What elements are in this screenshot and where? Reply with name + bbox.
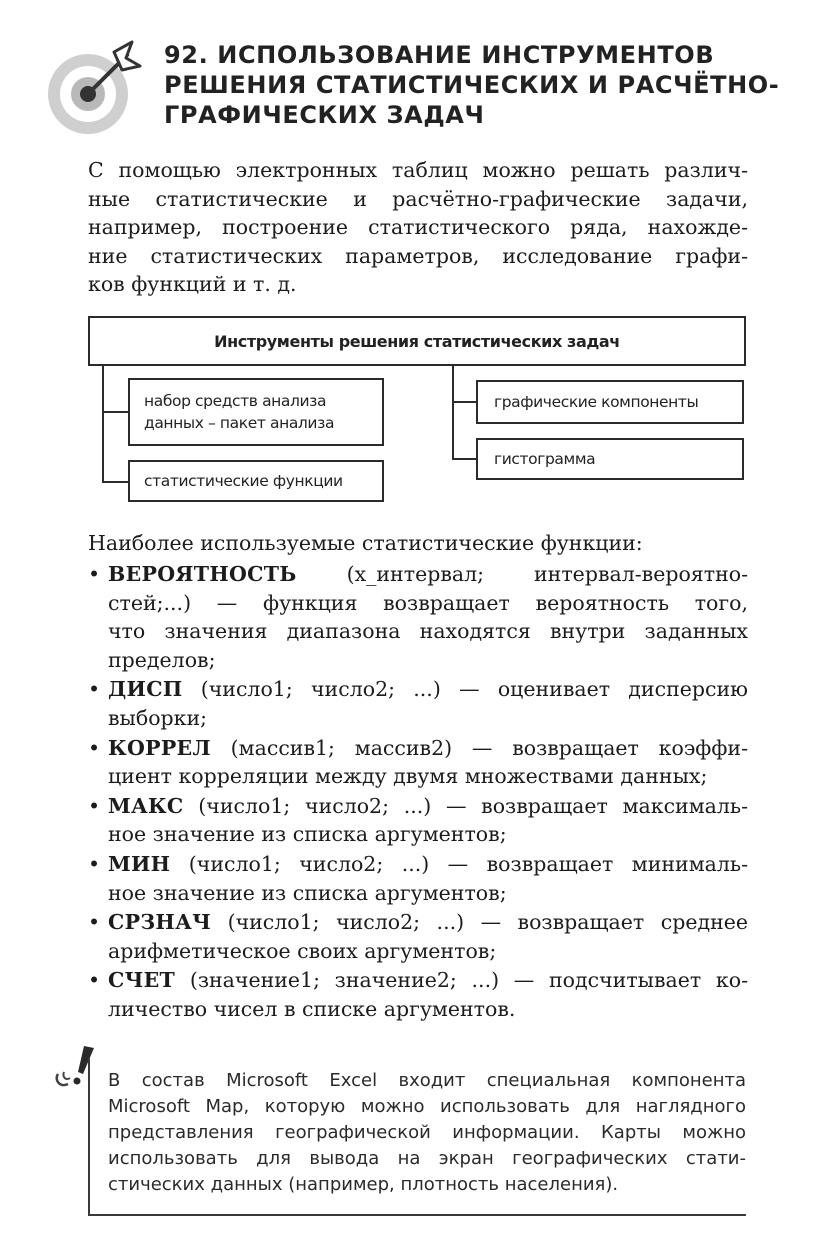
target-arrow-icon bbox=[40, 36, 150, 136]
function-signature: (число1; число2; ...) — возвращает максималь- bbox=[183, 793, 748, 818]
function-description-line: пределов; bbox=[108, 647, 216, 672]
function-description-line: арифметическое своих аргументов; bbox=[108, 938, 497, 963]
intro-line: ков функций и т. д. bbox=[88, 272, 297, 297]
title-line: ГРАФИЧЕСКИХ ЗАДАЧ bbox=[164, 101, 485, 129]
function-item bbox=[88, 675, 748, 732]
note-border bbox=[88, 1214, 746, 1216]
note-line: Microsoft Map, которую можно использовать для наглядного bbox=[108, 1096, 746, 1117]
function-name: МАКС bbox=[108, 793, 184, 818]
function-line bbox=[108, 734, 748, 763]
diagram-root-box: Инструменты решения статистических задач bbox=[88, 316, 746, 366]
function-signature: (число1; число2; ...) — возвращает минималь- bbox=[170, 851, 748, 876]
tools-diagram bbox=[88, 316, 748, 508]
function-description-line: личество чисел в списке аргументов. bbox=[108, 996, 516, 1021]
function-item bbox=[88, 966, 748, 1023]
functions-intro: Наиболее используемые статистические функции: bbox=[88, 531, 643, 555]
function-item bbox=[88, 792, 748, 849]
analysis-toolpak-box bbox=[128, 378, 384, 446]
bullet: • bbox=[88, 677, 101, 702]
statistical-functions-box: статистические функции bbox=[128, 460, 384, 502]
function-description-line: стей;...) — функция возвращает вероятность того, bbox=[108, 590, 748, 615]
function-signature: (число1; число2; ...) — оценивает дисперсию bbox=[182, 677, 748, 702]
exclamation-pen-icon bbox=[50, 1044, 106, 1090]
box-line: данных – пакет анализа bbox=[144, 414, 335, 432]
function-signature: (значение1; значение2; ...) — подсчитывает ко- bbox=[175, 968, 748, 993]
function-line bbox=[108, 908, 748, 937]
function-line bbox=[108, 850, 748, 879]
function-line bbox=[108, 560, 748, 589]
bullet: • bbox=[88, 851, 101, 876]
function-name: КОРРЕЛ bbox=[108, 735, 211, 760]
function-description-line: выборки; bbox=[108, 705, 208, 730]
note-line: представления географической информации. Карты можно bbox=[108, 1122, 746, 1143]
function-signature: (массив1; массив2) — возвращает коэффи- bbox=[210, 735, 748, 760]
bullet: • bbox=[88, 910, 101, 935]
function-line bbox=[108, 675, 748, 704]
bullet: • bbox=[88, 562, 101, 586]
function-description-line: ное значение из списка аргументов; bbox=[108, 822, 507, 847]
function-description-line: циент корреляции между двумя множествами данных; bbox=[108, 764, 708, 789]
note-border bbox=[88, 1058, 90, 1216]
page-title bbox=[164, 40, 784, 130]
box-line: набор средств анализа bbox=[144, 392, 327, 410]
function-name: ВЕРОЯТНОСТЬ bbox=[108, 562, 297, 586]
function-line bbox=[108, 792, 748, 821]
function-item bbox=[88, 908, 748, 965]
function-name: МИН bbox=[108, 851, 171, 876]
function-item bbox=[88, 850, 748, 907]
bullet: • bbox=[88, 968, 101, 993]
intro-line: С помощью электронных таблиц можно решать различ- bbox=[88, 158, 748, 182]
note-text bbox=[108, 1068, 746, 1198]
bullet: • bbox=[88, 735, 101, 760]
intro-line: ние статистических параметров, исследование графи- bbox=[88, 243, 748, 268]
connector-line bbox=[452, 366, 454, 460]
function-description-line: ное значение из списка аргументов; bbox=[108, 880, 507, 905]
function-item bbox=[88, 734, 748, 791]
function-line bbox=[108, 966, 748, 995]
title-line: 92. ИСПОЛЬЗОВАНИЕ ИНСТРУМЕНТОВ bbox=[164, 41, 715, 69]
function-name: СРЗНАЧ bbox=[108, 910, 212, 935]
histogram-box: гистограмма bbox=[476, 438, 744, 480]
note-line: использовать для вывода на экран географических стати- bbox=[108, 1148, 746, 1169]
connector-line bbox=[452, 401, 476, 403]
note-line: В состав Microsoft Excel входит специальная компонента bbox=[108, 1070, 746, 1091]
functions-list bbox=[88, 560, 748, 1025]
connector-line bbox=[102, 411, 128, 413]
connector-line bbox=[102, 366, 104, 482]
connector-line bbox=[452, 458, 476, 460]
function-item bbox=[88, 560, 748, 674]
bullet: • bbox=[88, 793, 101, 818]
intro-line: ные статистические и расчётно-графические задачи, bbox=[88, 186, 748, 211]
title-line: РЕШЕНИЯ СТАТИСТИЧЕСКИХ И РАСЧЁТНО- bbox=[164, 71, 780, 99]
function-description-line: что значения диапазона находятся внутри заданных bbox=[108, 619, 748, 644]
function-name: ДИСП bbox=[108, 677, 183, 702]
intro-paragraph bbox=[88, 156, 748, 299]
connector-line bbox=[102, 481, 128, 483]
intro-line: например, построение статистического ряда, нахожде- bbox=[88, 215, 748, 240]
note-line: стических данных (например, плотность населения). bbox=[108, 1174, 619, 1195]
function-signature: (x_интервал; интервал-вероятно- bbox=[296, 562, 748, 586]
graphic-components-box: графические компоненты bbox=[476, 380, 744, 424]
function-signature: (число1; число2; ...) — возвращает среднее bbox=[211, 910, 748, 935]
function-name: СЧЕТ bbox=[108, 968, 176, 993]
